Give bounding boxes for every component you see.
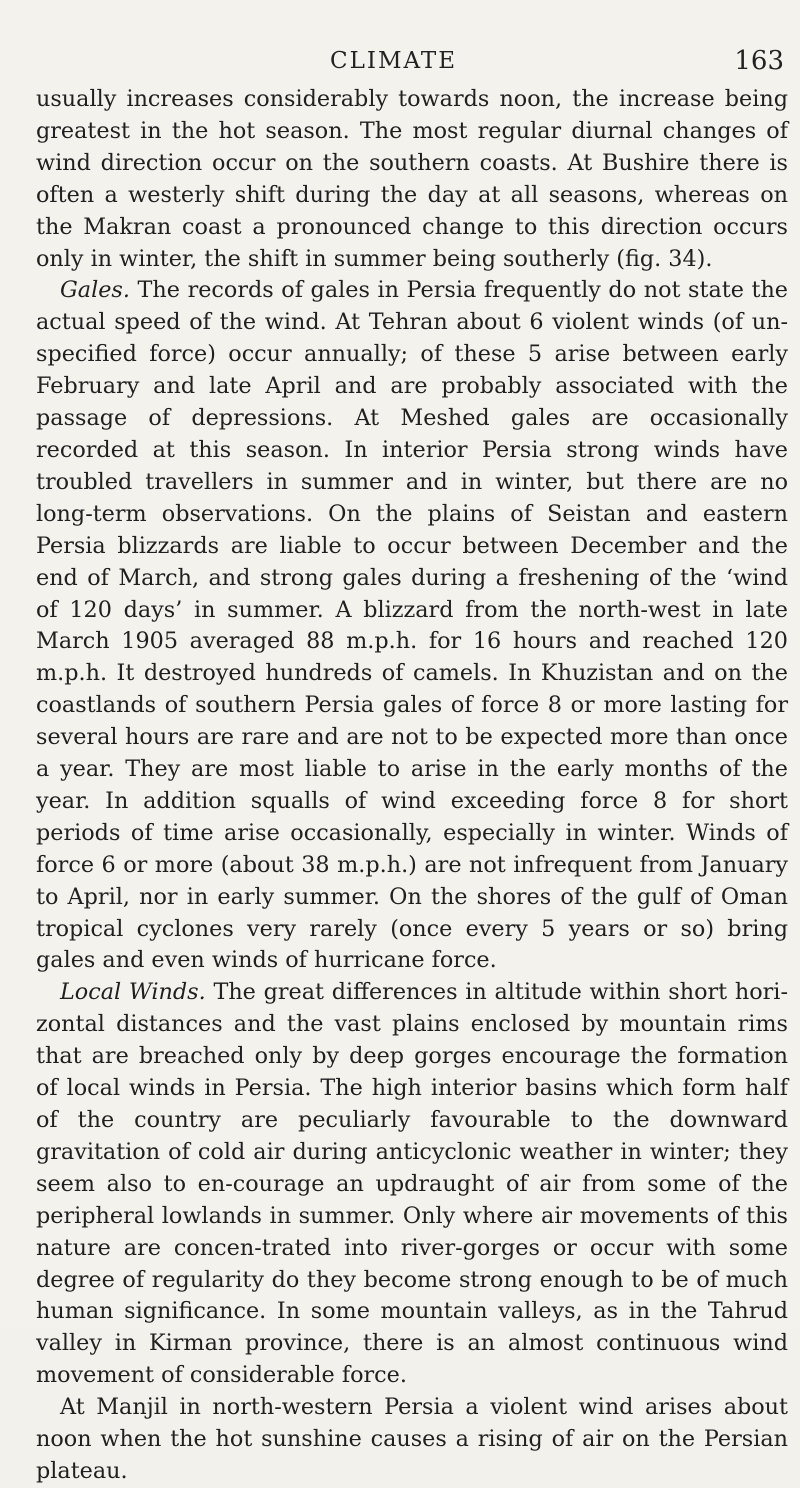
body-text xyxy=(36,84,788,1488)
paragraph-text: usually increases considerably towards noon, the increase being greatest in the hot season. The most regular diurnal changes of wind direction occur on the southern coasts. At Bushire there is often a westerly shift during the day at all seasons, whereas on the Makran coast a pronounced change to this direction occurs only in winter, the shift in summer being southerly (fig. 34). xyxy=(36,86,788,272)
paragraph-continuation xyxy=(36,84,788,275)
paragraph-local-winds xyxy=(36,977,788,1392)
page-number: 163 xyxy=(734,46,784,76)
paragraph-text: The records of gales in Persia frequently do not state the actual speed of the wind. At Tehran about 6 violent winds (of un-specified force) occur annually; of these 5 arise between early February and late April and are probably associated with the passage of depressions. At Meshed gales are occasionally recorded at this season. In interior Persia strong winds have troubled travellers in summer and in winter, but there are no long-term observations. On the plains of Seistan and eastern Persia blizzards are liable to occur between December and the end of March, and strong gales during a freshening of the ‘wind of 120 days’ in summer. A blizzard from the north-west in late March 1905 averaged 88 m.p.h. for 16 hours and reached 120 m.p.h. It destroyed hundreds of camels. In Khuzistan and on the coastlands of southern Persia gales of force 8 or more lasting for several hours are rare and are not to be expected more than once a year. They are most liable to arise in the early months of the year. In addition squalls of wind exceeding force 8 for short periods of time arise occasionally, especially in winter. Winds of force 6 or more (about 38 m.p.h.) are not infrequent from January to April, nor in early summer. On the shores of the gulf of Oman tropical cyclones very rarely (once every 5 years or so) bring gales and even winds of hurricane force. xyxy=(36,277,788,974)
paragraph-text: At Manjil in north-western Persia a violent wind arises about noon when the hot sunshine causes a rising of air on the Persian plateau. xyxy=(36,1394,788,1484)
paragraph-text: The great differences in altitude within short hori-zontal distances and the vast plains enclosed by mountain rims that are breached only by deep gorges encourage the formation of local winds in Persia. The high interior basins which form half of the country are peculiarly favourable to the downward gravitation of cold air during anticyclonic weather in winter; they seem also to en-courage an updraught of air from some of the peripheral lowlands in summer. Only where air movements of this nature are concen-trated into river-gorges or occur with some degree of regularity do they become strong enough to be of much human significance. In some mountain valleys, as in the Tahrud valley in Kirman province, there is an almost continuous wind movement of considerable force. xyxy=(36,979,788,1389)
paragraph-gales xyxy=(36,275,788,977)
paragraph-manjil xyxy=(36,1392,788,1488)
chapter-title: CLIMATE xyxy=(330,48,457,74)
running-head xyxy=(36,46,788,80)
section-heading-local-winds: Local Winds. xyxy=(60,979,206,1006)
section-heading-gales: Gales. xyxy=(60,277,130,304)
